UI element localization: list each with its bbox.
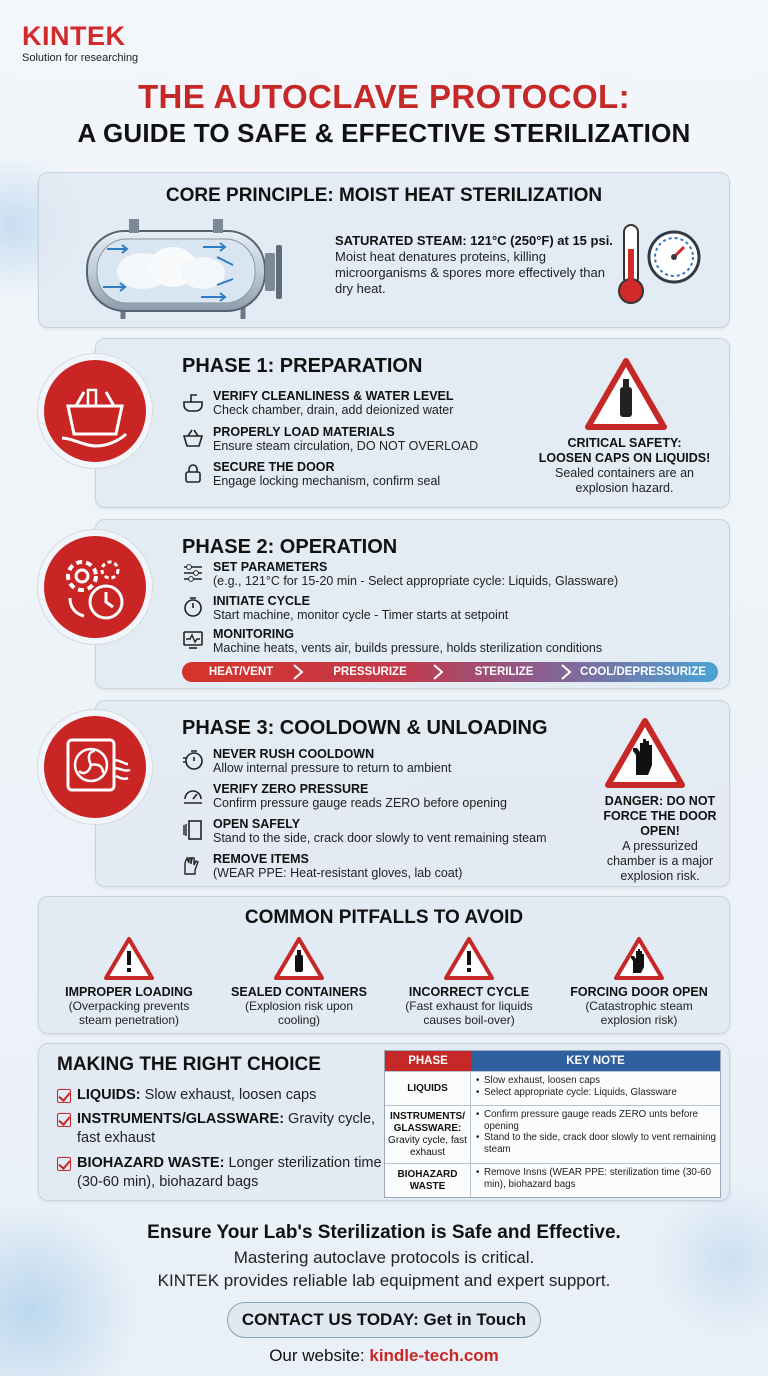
choice-item-biohazard: BIOHAZARD WASTE: Longer sterilization time (30-60 min), biohazard bags: [57, 1154, 387, 1192]
right-choice-title: MAKING THE RIGHT CHOICE: [57, 1054, 321, 1075]
lock-icon: [182, 462, 204, 484]
cta-heading: Ensure Your Lab's Sterilization is Safe and Effective.: [147, 1222, 621, 1243]
pitfall-sealed-containers: SEALED CONTAINERS (Explosion risk upon cooling): [219, 935, 379, 1027]
phase-1-panel: PHASE 1: PREPARATION VERIFY CLEANLINESS & WATER LEVEL Check chamber, drain, add deionized water PROPERLY LOAD MATERIALS Ensure steam circulation, DO NOT OVERLOAD SECURE THE DOOR Engage locking mechanism, confirm seal CRITICAL SAFETY: LOOSEN CAPS ON LIQUIDS! Sealed containers are an explosion hazard.: [95, 338, 730, 508]
phase-2-panel: PHASE 2: OPERATION SET PARAMETERS (e.g., 121°C for 15-20 min - Select appropriate cycle: Liquids, Glassware) INITIATE CYCLE Start machine, monitor cycle - Timer starts at setpoint MONITORING Machine heats, vents air, builds pressure, holds sterilization conditions HEAT/VENT PRESSURIZE STERILIZE COOL/DEPRESSURIZE: [95, 519, 730, 689]
phase-seg-sterilize: STERILIZE: [474, 666, 534, 678]
cycle-phase-bar: [182, 662, 718, 682]
table-row: LIQUIDS • Slow exhaust, loosen caps • Select appropriate cycle: Liquids, Glassware: [385, 1071, 720, 1105]
sink-icon: [182, 391, 204, 413]
website-line: Our website: kindle-tech.com: [269, 1346, 499, 1365]
cta-line-2: KINTEK provides reliable lab equipment and expert support.: [157, 1271, 611, 1290]
choice-item-liquids: LIQUIDS: Slow exhaust, loosen caps: [57, 1086, 387, 1105]
right-choice-panel: [38, 1043, 730, 1201]
phase-bar-chevrons: [182, 662, 718, 682]
phase-3-bubble: [38, 710, 152, 824]
gears-icon: [44, 536, 146, 638]
cta-line-1: Mastering autoclave protocols is critical.: [233, 1248, 535, 1267]
phase-seg-cool: COOL/DEPRESSURIZE: [580, 666, 706, 678]
phase-1-bubble: [38, 354, 152, 468]
pitfall-forcing-door: FORCING DOOR OPEN (Catastrophic steam explosion risk): [559, 935, 719, 1027]
loading-basket-icon: [44, 360, 146, 462]
bottle-warning-icon: [584, 357, 668, 431]
table-row: INSTRUMENTS/ GLASSWARE: Gravity cycle, fast exhaust • Confirm pressure gauge reads ZERO unts before opening • Stand to the side, crack door slowly to vent remaining steam: [385, 1105, 720, 1163]
stopwatch-icon: [182, 749, 204, 771]
phase-1-title: PHASE 1: PREPARATION: [182, 355, 423, 377]
basket-icon: [182, 427, 204, 449]
pitfalls-title: COMMON PITFALLS TO AVOID: [244, 907, 524, 928]
phase-seg-heat-vent: HEAT/VENT: [208, 666, 274, 678]
hand-warning-icon: [613, 935, 665, 981]
phase-3-title: PHASE 3: COOLDOWN & UNLOADING: [182, 717, 548, 739]
loosen-caps-warning: CRITICAL SAFETY: LOOSEN CAPS ON LIQUIDS! Sealed containers are an explosion hazard.: [538, 436, 711, 495]
timer-icon: [182, 596, 204, 618]
table-row: BIOHAZARD WASTE • Remove Insns (WEAR PPE: sterilization time (30-60 min), biohazard bags: [385, 1163, 720, 1197]
warning-icon: [443, 935, 495, 981]
checkbox-icon: [57, 1113, 71, 1127]
checkbox-icon: [57, 1157, 71, 1171]
autoclave-chamber-icon: [83, 215, 301, 323]
monitor-icon: [182, 629, 204, 651]
website-link[interactable]: kindle-tech.com: [369, 1346, 499, 1365]
phase-3-panel: PHASE 3: COOLDOWN & UNLOADING NEVER RUSH COOLDOWN Allow internal pressure to return to ambient VERIFY ZERO PRESSURE Confirm pressure gauge reads ZERO before opening OPEN SAFELY Stand to the side, crack door slowly to vent remaining steam REMOVE ITEMS (WEAR PPE: Heat-resistant gloves, lab coat) DANGER: DO NOT FORCE THE DOOR OPEN! A pressurized chamber is a major explosion risk.: [95, 700, 730, 887]
phase-2-bubble: [38, 530, 152, 644]
pitfalls-panel: [38, 896, 730, 1034]
thermometer-icon: [613, 223, 649, 307]
page-subtitle: A GUIDE TO SAFE & EFFECTIVE STERILIZATION: [77, 118, 691, 148]
phase-seg-pressurize: PRESSURIZE: [333, 666, 407, 678]
bottle-warning-icon: [273, 935, 325, 981]
brand-name: KINTEK: [22, 21, 126, 51]
brand-tagline: Solution for researching: [22, 52, 139, 64]
pitfall-improper-loading: IMPROPER LOADING (Overpacking prevents steam penetration): [49, 935, 209, 1027]
contact-us-button[interactable]: CONTACT US TODAY: Get in Touch: [227, 1302, 541, 1338]
door-icon: [182, 819, 204, 841]
checkbox-icon: [57, 1089, 71, 1103]
brand-logo[interactable]: [22, 22, 138, 64]
sliders-icon: [182, 562, 204, 584]
core-principle-panel: [38, 172, 730, 328]
choice-item-instruments: INSTRUMENTS/GLASSWARE: Gravity cycle, fast exhaust: [57, 1110, 387, 1148]
gloves-icon: [182, 854, 204, 876]
hand-warning-icon: [604, 717, 686, 789]
key-notes-table: [384, 1050, 721, 1198]
core-principle-title: CORE PRINCIPLE: MOIST HEAT STERILIZATION: [165, 185, 603, 206]
cooling-fan-icon: [44, 716, 146, 818]
phase-2-title: PHASE 2: OPERATION: [182, 536, 398, 558]
core-principle-description: SATURATED STEAM: 121°C (250°F) at 15 psi. Moist heat denatures proteins, killing microorganisms & spores more effectively than dry heat.: [335, 233, 613, 296]
page-title: THE AUTOCLAVE PROTOCOL:: [138, 78, 630, 115]
force-door-warning: DANGER: DO NOT FORCE THE DOOR OPEN! A pressurized chamber is a major explosion risk.: [603, 794, 717, 883]
table-header: PHASE KEY NOTE: [385, 1051, 720, 1071]
pitfall-incorrect-cycle: INCORRECT CYCLE (Fast exhaust for liquids causes boil-over): [389, 935, 549, 1027]
warning-icon: [103, 935, 155, 981]
gauge-icon: [182, 784, 204, 806]
pressure-gauge-icon: [646, 229, 702, 285]
